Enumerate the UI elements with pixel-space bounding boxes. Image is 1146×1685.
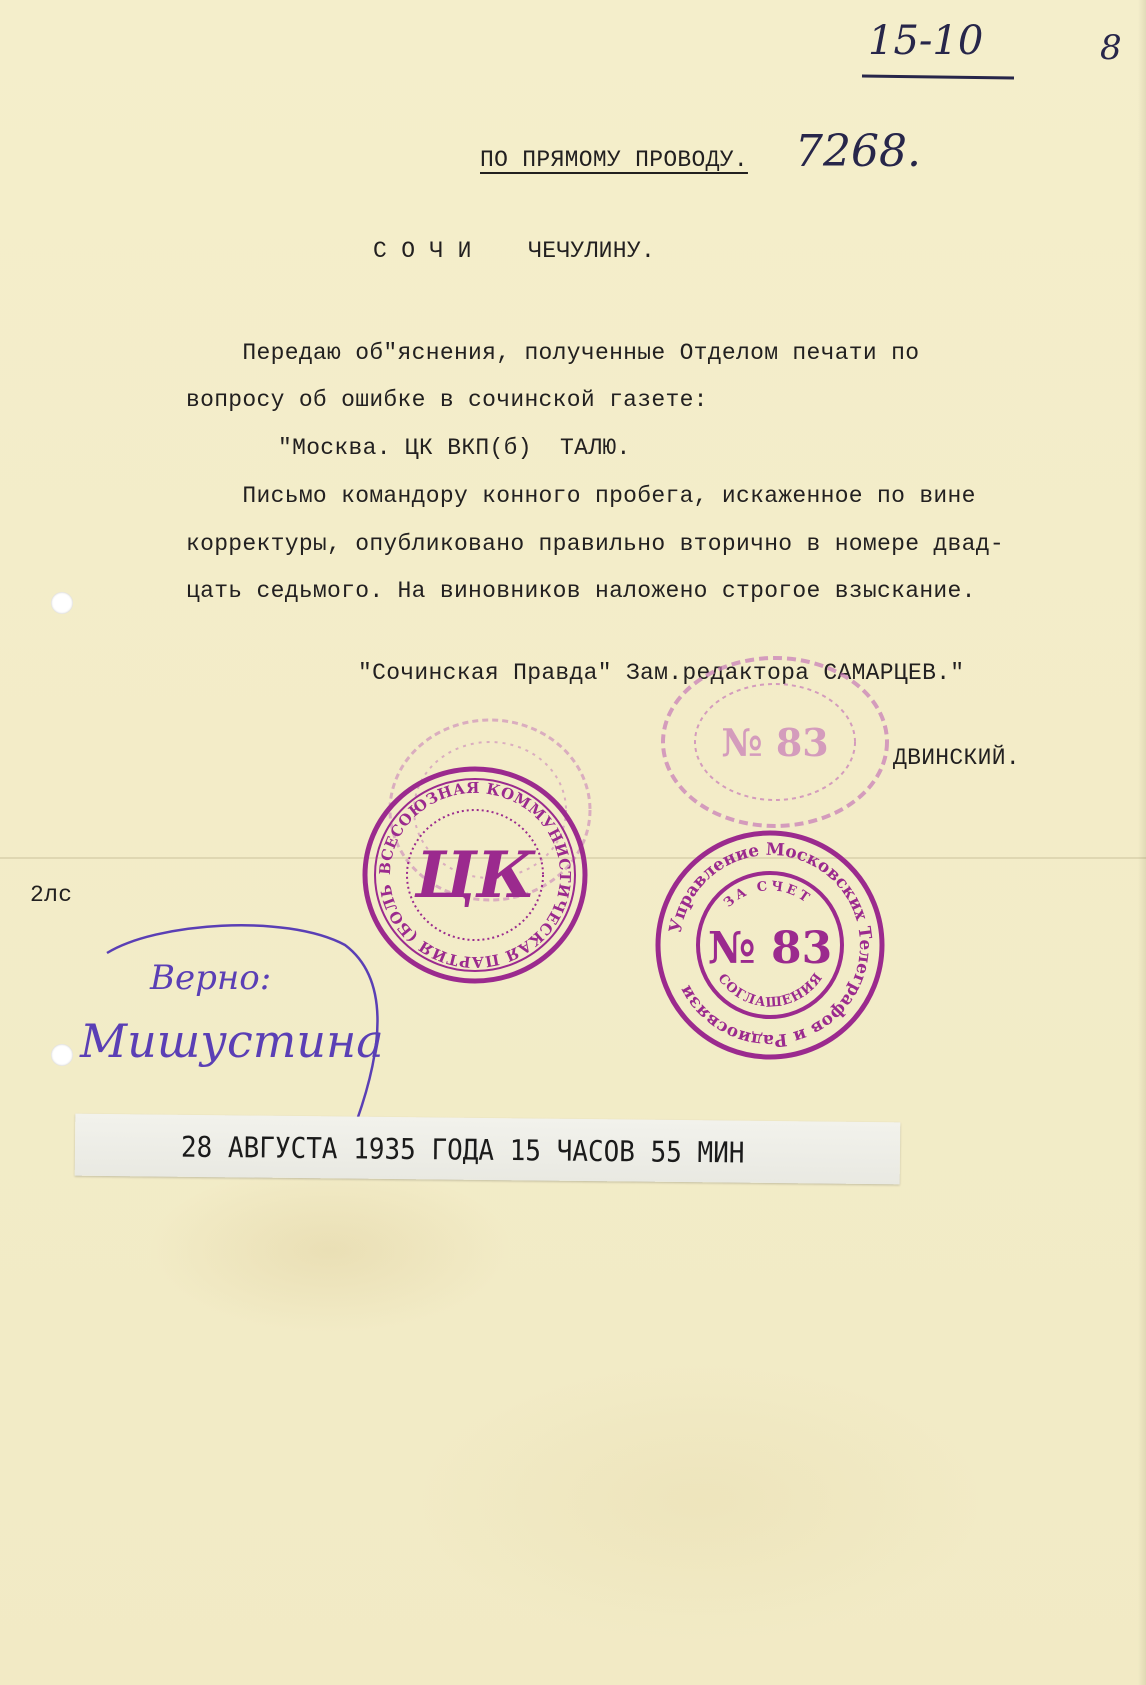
telegraph-stamp-top-text: ЗА СЧЕТ: [721, 879, 815, 911]
telegraph-stamp-bottom-text: СОГЛАШЕНИЯ: [714, 970, 827, 1011]
body-line: Передаю об"яснения, полученные Отделом печати по: [186, 340, 920, 366]
verifier-signature: Мишустина: [80, 1014, 384, 1068]
reference-number: 15-10: [868, 18, 984, 64]
faded-stamp-right: [655, 652, 895, 832]
telegraph-stamp: [655, 830, 885, 1060]
reference-underline: [860, 70, 1020, 84]
verification-label: Верно:: [150, 958, 272, 998]
body-line: Письмо командору конного пробега, искаженное по вине: [186, 483, 976, 509]
telegraph-timestamp: 28 АВГУСТА 1935 ГОДА 15 ЧАСОВ 55 МИН: [180, 1131, 745, 1171]
party-stamp-center: ЦК: [414, 838, 536, 913]
sender-name: ДВИНСКИЙ.: [893, 745, 1020, 771]
addressee: С О Ч И ЧЕЧУЛИНУ.: [373, 238, 656, 264]
dispatch-number: 7268.: [795, 126, 921, 177]
body-line: "Москва. ЦК ВКП(б) ТАЛЮ.: [278, 435, 631, 461]
body-line: корректуры, опубликовано правильно вторично в номере двад-: [186, 531, 1004, 557]
body-line: вопросу об ошибке в сочинской газете:: [186, 387, 708, 413]
party-stamp: [350, 751, 590, 985]
body-line: цать седьмого. На виновников наложено строгое взыскание.: [186, 578, 976, 604]
document-header: ПО ПРЯМОМУ ПРОВОДУ.: [480, 147, 748, 173]
punch-hole: [51, 592, 73, 614]
telegraph-tape: [75, 1114, 901, 1185]
punch-hole: [51, 1044, 73, 1066]
signature-line: "Сочинская Правда" Зам.редактора САМАРЦЕВ.": [358, 660, 965, 686]
copies-note: 2лс: [30, 882, 73, 908]
party-stamp-ring-text: ВСЕСОЮЗНАЯ КОММУНИСТИЧЕСКАЯ ПАРТИЯ (БОЛЬШЕВИКОВ): [350, 751, 575, 972]
page-edge: [1138, 0, 1146, 1685]
telegraph-stamp-number: № 83: [707, 923, 833, 974]
telegraph-stamp-ring-text: Управление Московских Телеграфов и Радиосвязи: [665, 839, 876, 1051]
faded-stamp-number: № 83: [721, 720, 829, 765]
folio-number: 8: [1100, 28, 1122, 68]
